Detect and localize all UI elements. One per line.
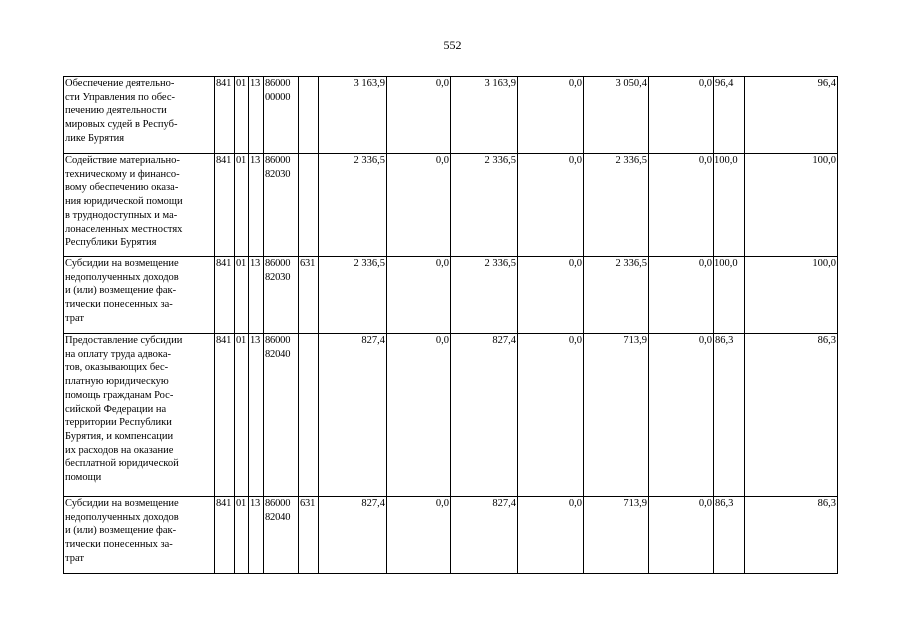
row-name-line: лонаселенных местностях [65,223,183,235]
target-item-code-part: 86000 [265,155,291,166]
executed-other-amount-cell: 0,0 [649,77,714,154]
row-name-line: печению деятельности [65,105,167,117]
page-number: 552 [443,38,462,52]
ved-code-cell: 841 [215,257,235,334]
row-name-line: ния юридической помощи [65,196,183,208]
row-name-line: Субсидии на возмещение [65,498,179,509]
row-name-cell [64,334,215,497]
refined-amount-cell: 2 336,5 [451,257,518,334]
target-item-code-part: 86000 [265,78,291,89]
row-name-line: сти Управления по обес- [65,91,175,103]
executed-amount-cell: 713,9 [584,497,649,574]
row-name-line: территории Республики [65,417,172,429]
plan-amount-cell: 827,4 [319,497,387,574]
section-code-cell: 01 [235,257,249,334]
table-row [64,77,838,154]
row-name-line: трат [65,312,84,324]
row-name-line: вому обеспечению оказа- [65,182,179,194]
row-name-cell [64,154,215,257]
row-name-line: и (или) возмещение фак- [65,285,177,297]
plan-amount-cell: 3 163,9 [319,77,387,154]
section-code-cell: 01 [235,497,249,574]
ved-code-cell: 841 [215,497,235,574]
target-item-code-cell [264,154,299,257]
table-body [64,77,838,574]
target-item-code-part: 82040 [265,348,291,360]
table-row [64,154,838,257]
row-name-line: помощь гражданам Рос- [65,389,174,401]
executed-amount-cell: 3 050,4 [584,77,649,154]
row-name-line: их расходов на оказание [65,444,174,456]
row-name-line: в труднодоступных и ма- [65,209,178,221]
plan-other-amount-cell: 0,0 [387,257,451,334]
percent-of-refined-cell: 96,4 [745,77,838,154]
target-item-code-part: 86000 [265,498,291,509]
row-name-line: тически понесенных за- [65,299,173,311]
budget-table [63,76,838,574]
target-item-code-part: 86000 [265,258,291,269]
refined-amount-cell: 3 163,9 [451,77,518,154]
subsection-code-cell: 13 [249,154,264,257]
row-name-line: помощи [65,472,102,484]
section-code-cell: 01 [235,77,249,154]
ved-code-cell: 841 [215,77,235,154]
percent-of-refined-cell: 100,0 [745,257,838,334]
expense-type-code-cell: 631 [299,257,319,334]
percent-of-plan-cell: 86,3 [714,334,745,497]
expense-type-code-cell [299,77,319,154]
plan-other-amount-cell: 0,0 [387,497,451,574]
expense-type-code-cell [299,334,319,497]
row-name-line: бесплатной юридической [65,458,179,470]
row-name-line: Бурятия, и компенсации [65,430,174,442]
target-item-code-cell [264,257,299,334]
percent-of-plan-cell: 86,3 [714,497,745,574]
executed-other-amount-cell: 0,0 [649,497,714,574]
refined-amount-cell: 827,4 [451,334,518,497]
row-name-line: недополученных доходов [65,511,179,523]
percent-of-plan-cell: 96,4 [714,77,745,154]
target-item-code-part: 82040 [265,511,291,523]
row-name-line: техническому и финансо- [65,168,180,180]
percent-of-refined-cell: 86,3 [745,497,838,574]
row-name-cell [64,77,215,154]
row-name-cell [64,497,215,574]
percent-of-plan-cell: 100,0 [714,257,745,334]
plan-other-amount-cell: 0,0 [387,77,451,154]
row-name-line: Субсидии на возмещение [65,258,179,269]
row-name-line: тов, оказывающих бес- [65,362,169,374]
target-item-code-cell [264,77,299,154]
executed-other-amount-cell: 0,0 [649,154,714,257]
row-name-line: платную юридическую [65,376,169,388]
refined-other-amount-cell: 0,0 [518,334,584,497]
row-name-line: на оплату труда адвока- [65,348,172,360]
percent-of-plan-cell: 100,0 [714,154,745,257]
target-item-code-cell [264,497,299,574]
plan-other-amount-cell: 0,0 [387,334,451,497]
table-row [64,497,838,574]
plan-other-amount-cell: 0,0 [387,154,451,257]
refined-other-amount-cell: 0,0 [518,154,584,257]
row-name-line: трат [65,552,84,564]
executed-amount-cell: 713,9 [584,334,649,497]
section-code-cell: 01 [235,154,249,257]
row-name-line: недополученных доходов [65,271,179,283]
refined-amount-cell: 2 336,5 [451,154,518,257]
executed-other-amount-cell: 0,0 [649,257,714,334]
plan-amount-cell: 2 336,5 [319,154,387,257]
plan-amount-cell: 2 336,5 [319,257,387,334]
target-item-code-cell [264,334,299,497]
executed-other-amount-cell: 0,0 [649,334,714,497]
target-item-code-part: 82030 [265,271,291,283]
row-name-line: Обеспечение деятельно- [65,78,175,89]
refined-amount-cell: 827,4 [451,497,518,574]
row-name-line: мировых судей в Респуб- [65,119,178,131]
ved-code-cell: 841 [215,334,235,497]
section-code-cell: 01 [235,334,249,497]
subsection-code-cell: 13 [249,334,264,497]
table-row [64,257,838,334]
target-item-code-part: 86000 [265,335,291,346]
row-name-line: и (или) возмещение фак- [65,525,177,537]
plan-amount-cell: 827,4 [319,334,387,497]
row-name-line: лике Бурятия [65,132,125,144]
expense-type-code-cell: 631 [299,497,319,574]
row-name-line: Республики Бурятия [65,237,157,249]
refined-other-amount-cell: 0,0 [518,257,584,334]
row-name-line: Предоставление субсидии [65,335,183,346]
table-row [64,334,838,497]
refined-other-amount-cell: 0,0 [518,497,584,574]
row-name-cell [64,257,215,334]
subsection-code-cell: 13 [249,497,264,574]
row-name-line: тически понесенных за- [65,539,173,551]
row-name-line: сийской Федерации на [65,403,167,415]
percent-of-refined-cell: 100,0 [745,154,838,257]
percent-of-refined-cell: 86,3 [745,334,838,497]
target-item-code-part: 82030 [265,168,291,180]
executed-amount-cell: 2 336,5 [584,154,649,257]
refined-other-amount-cell: 0,0 [518,77,584,154]
expense-type-code-cell [299,154,319,257]
ved-code-cell: 841 [215,154,235,257]
executed-amount-cell: 2 336,5 [584,257,649,334]
row-name-line: Содействие материально- [65,155,180,166]
target-item-code-part: 00000 [265,91,291,103]
subsection-code-cell: 13 [249,257,264,334]
subsection-code-cell: 13 [249,77,264,154]
